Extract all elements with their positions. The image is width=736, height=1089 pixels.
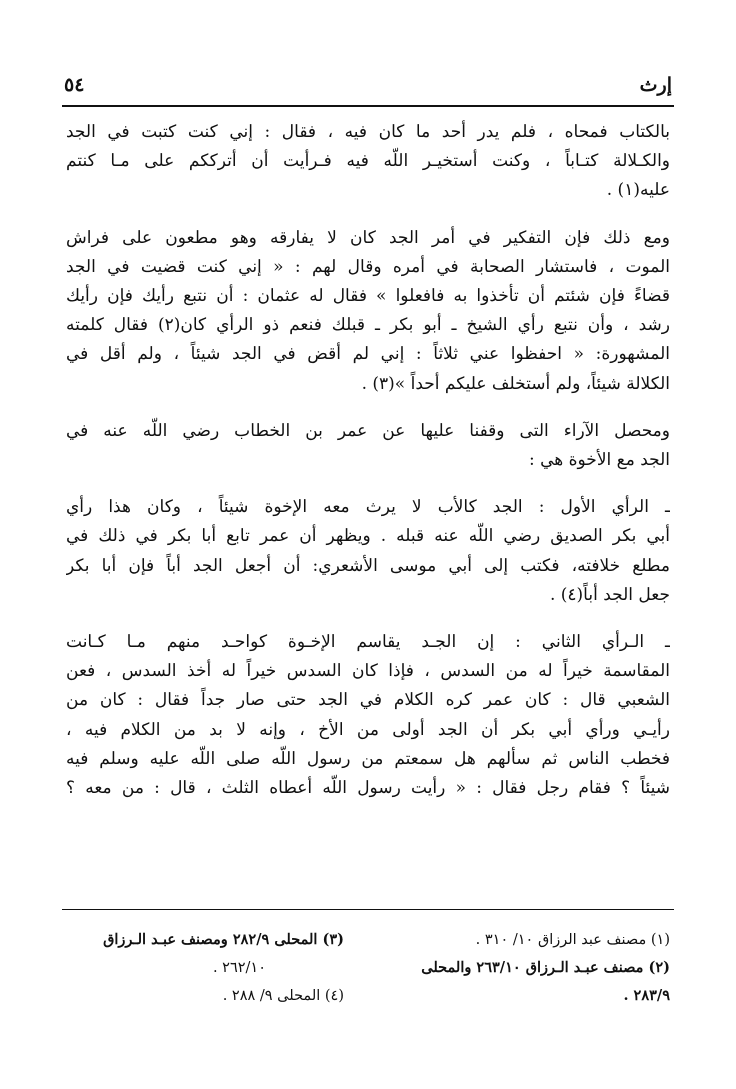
text-line: الموت ، فاستشار الصحابة في أمره وقال لهم : « إني كنت قضيت في الجد — [66, 256, 670, 277]
text-line: رأيـي ورأي أبي بكر أن الجد أولى من الأخ ، وإنه لا بد من الكلام فيه ، — [66, 719, 670, 740]
text-line: فخطب الناس ثم سألهم هل سمعتم من رسول اللّه صلى اللّه عليه وسلم فيه — [66, 748, 670, 769]
text-line: جعل الجد أباً(٤) . — [549, 584, 670, 605]
text-line: ومحصل الآراء التى وقفنا عليها عن عمر بن الخطاب رضي اللّه عنه في — [66, 420, 670, 441]
footnote-rule — [62, 909, 674, 910]
text-line: مطلع خلافته، فكتب إلى أبي موسى الأشعري: أن أجعل الجد أباً فإن أبا بكر — [66, 555, 670, 576]
text-line: الشعبي قال : كان عمر كره الكلام في الجد حتى صار جداً فقال : كان من — [66, 690, 670, 711]
header-rule — [62, 105, 674, 107]
text-line: المشهورة: « احفظوا عني ثلاثاً : إني لم أقض في الجد شيئاً ، ولم أقل في — [66, 344, 670, 365]
paragraph-1 — [66, 118, 670, 206]
running-header-title: إرث — [639, 74, 672, 96]
text-line: الجد مع الأخوة هي : — [528, 450, 670, 471]
text-line: ـ الـرأي الثاني : إن الجـد يقاسم الإخـوة كواحـد منهم مـا كـانت — [66, 632, 670, 653]
paragraph-5 — [66, 628, 670, 803]
text-line: ـ الرأي الأول : الجد كالأب لا يرث معه الإخوة شيئاً ، وكان هذا رأي — [66, 497, 670, 518]
text-line: عليه(١) . — [606, 180, 670, 201]
text-line: أبي بكر الصديق رضي اللّه عنه قبله . ويظهر أن عمر تابع أبا بكر في ذلك في — [66, 526, 670, 547]
text-line: الكلالة شيئاً، ولم أستخلف عليكم أحداً »(٣) . — [361, 373, 670, 394]
text-line: رشد ، وأن نتبع رأي الشيخ ـ أبو بكر ـ قبلك فنعم ذو الرأي كان(٢) فقال كلمته — [66, 315, 670, 336]
text-line: بالكتاب فمحاه ، فلم يدر أحد ما كان فيه ، فقال : إني كنت كتبت في الجد — [66, 122, 670, 142]
paragraph-4 — [66, 493, 670, 610]
footnote-1: (١) مصنف عبد الرزاق ١٠/ ٣١٠ . — [475, 932, 670, 948]
text-line: المقاسمة خيراً له من السدس ، فإذا كان السدس خيراً له أخذ السدس ، فعن — [66, 661, 670, 682]
footnote-3-continued: ٢٦٢/١٠ . — [212, 960, 266, 976]
footnote-3: (٣) المحلى ٢٨٢/٩ ومصنف عبـد الـرزاق — [103, 931, 344, 948]
text-line: ومع ذلك فإن التفكير في أمر الجد كان لا يفارقه وهو مطعون على فراش — [66, 227, 670, 248]
body-text — [66, 118, 670, 821]
paragraph-3 — [66, 417, 670, 475]
text-line: شيئاً ؟ فقام رجل فقال : « رأيت رسول اللّه أعطاه الثلث ، قال : من معه ؟ — [66, 778, 670, 799]
footnote-4: (٤) المحلى ٩/ ٢٨٨ . — [222, 988, 344, 1004]
text-line: والكـلالة كتـاباً ، وكنت أستخيـر اللّه فيه فـرأيت أن أترككم على مـا كنتم — [66, 151, 670, 172]
paragraph-2 — [66, 224, 670, 399]
footnote-2-continued: ٢٨٣/٩ . — [623, 987, 670, 1004]
footnote-2: (٢) مصنف عبـد الـرزاق ٢٦٣/١٠ والمحلى — [421, 959, 670, 976]
text-line: قضاءً فإن شئتم أن تأخذوا به فافعلوا » فقال له عثمان : أن نتبع رأيك فإن رأيك — [66, 286, 670, 307]
page-number: ٥٤ — [64, 74, 85, 96]
